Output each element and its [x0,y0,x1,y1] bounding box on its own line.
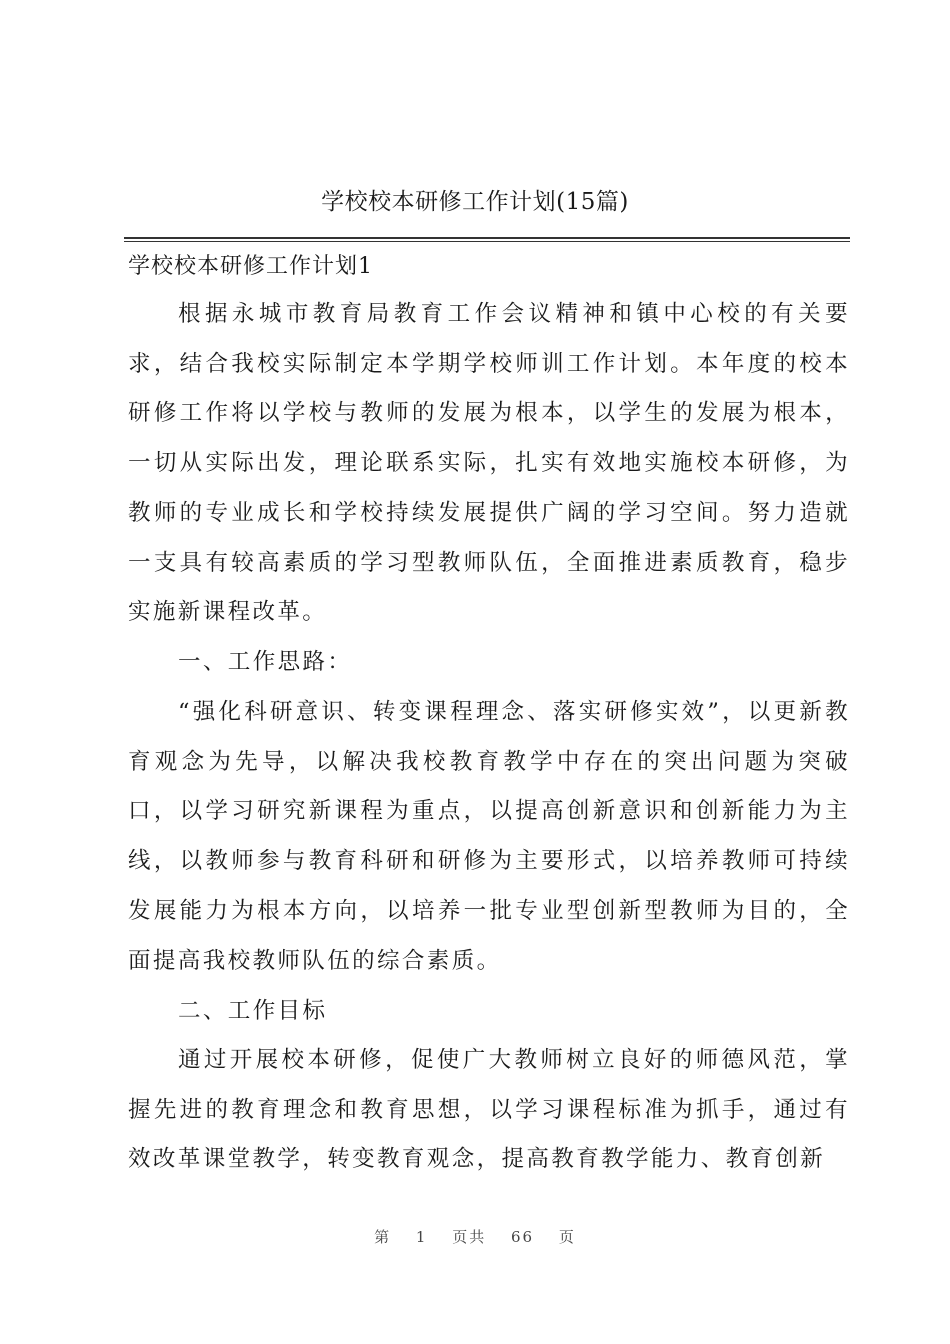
section-heading: 学校校本研修工作计划1 [128,254,373,279]
heading-work-goals: 二、工作目标 [178,998,328,1024]
title-divider-thin [124,241,850,242]
document-title: 学校校本研修工作计划(15篇) [321,189,629,215]
paragraph-work-approach: “强化科研意识、转变课程理念、落实研修实效”，以更新教育观念为先导，以解决我校教育教学中存在的突出问题为突破口，以学习研究新课程为重点，以提高创新意识和创新能力为主线，以教师参与教育科研和研修为主要形式，以培养教师可持续发展能力为根本方向，以培养一批专业型创新型教师为目的，全面提高我校教师队伍的综合素质。 [128,699,850,974]
footer-current-page: 1 [415,1228,428,1246]
page-footer [0,1226,950,1248]
footer-total-pages: 66 [511,1228,535,1246]
title-divider-thick [124,237,850,239]
heading-work-approach: 一、工作思路： [178,649,353,675]
footer-label-end: 页 [558,1228,576,1246]
paragraph-intro: 根据永城市教育局教育工作会议精神和镇中心校的有关要求，结合我校实际制定本学期学校师训工作计划。本年度的校本研修工作将以学校与教师的发展为根本，以学生的发展为根本，一切从实际出发，理论联系实际，扎实有效地实施校本研修，为教师的专业成长和学校持续发展提供广阔的学习空间。努力造就一支具有较高素质的学习型教师队伍，全面推进素质教育，稳步实施新课程改革。 [128,301,850,626]
footer-label-page: 第 [374,1228,392,1246]
footer-label-of: 页共 [452,1228,487,1246]
paragraph-work-goals: 通过开展校本研修，促使广大教师树立良好的师德风范，掌握先进的教育理念和教育思想，以学习课程标准为抓手，通过有效改革课堂教学，转变教育观念，提高教育教学能力、教育创新 [128,1047,850,1173]
